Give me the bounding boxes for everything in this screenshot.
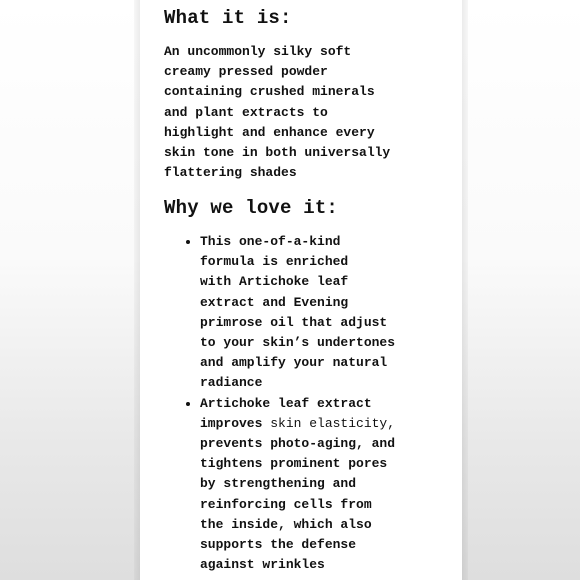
card-edge-shadow-right	[462, 0, 468, 580]
why-we-love-it-heading: Why we love it:	[164, 197, 339, 219]
benefit-line-elasticity	[200, 414, 460, 434]
product-description-card	[140, 0, 462, 580]
benefit-line: the inside, which also	[200, 516, 372, 532]
paragraph-line: highlight and enhance every	[164, 124, 375, 140]
what-it-is-heading: What it is:	[164, 7, 292, 29]
background-left-blur	[0, 0, 140, 580]
benefit-line: with Artichoke leaf	[200, 274, 349, 290]
benefit-line-prefix: improves	[200, 415, 271, 431]
bullet-dot-icon	[186, 402, 190, 406]
paragraph-line: flattering shades	[164, 165, 297, 181]
paragraph-line: and plant extracts to	[164, 104, 328, 120]
benefit-line: supports the defense	[200, 537, 357, 553]
benefit-line: to your skin’s undertones	[200, 335, 396, 351]
benefit-line: formula is enriched	[200, 254, 349, 270]
benefit-item-artichoke	[200, 394, 460, 576]
benefit-line: radiance	[200, 375, 263, 391]
benefits-list	[200, 232, 460, 575]
benefit-line: extract and Evening	[200, 294, 349, 310]
benefit-line: primrose oil that adjust	[200, 314, 388, 330]
benefit-line: tightens prominent pores	[200, 456, 388, 472]
benefit-line: against wrinkles	[200, 557, 325, 573]
what-it-is-paragraph	[164, 42, 454, 183]
benefit-line: and amplify your natural	[200, 355, 388, 371]
benefit-line: Artichoke leaf extract	[200, 395, 372, 411]
paragraph-line: An uncommonly silky soft	[164, 44, 352, 59]
paragraph-line: skin tone in both universally	[164, 145, 391, 161]
benefit-line: by strengthening and	[200, 476, 357, 492]
benefit-line: prevents photo-aging, and	[200, 436, 396, 452]
background-right-blur	[462, 0, 580, 580]
paragraph-line: containing crushed minerals	[164, 84, 375, 100]
paragraph-line: creamy pressed powder	[164, 64, 328, 80]
benefit-line: This one-of-a-kind	[200, 234, 341, 249]
benefit-line: reinforcing cells from	[200, 496, 372, 512]
bullet-dot-icon	[186, 240, 190, 244]
skin-elasticity-text: skin elasticity,	[270, 415, 396, 431]
benefit-item-formula	[200, 232, 460, 394]
